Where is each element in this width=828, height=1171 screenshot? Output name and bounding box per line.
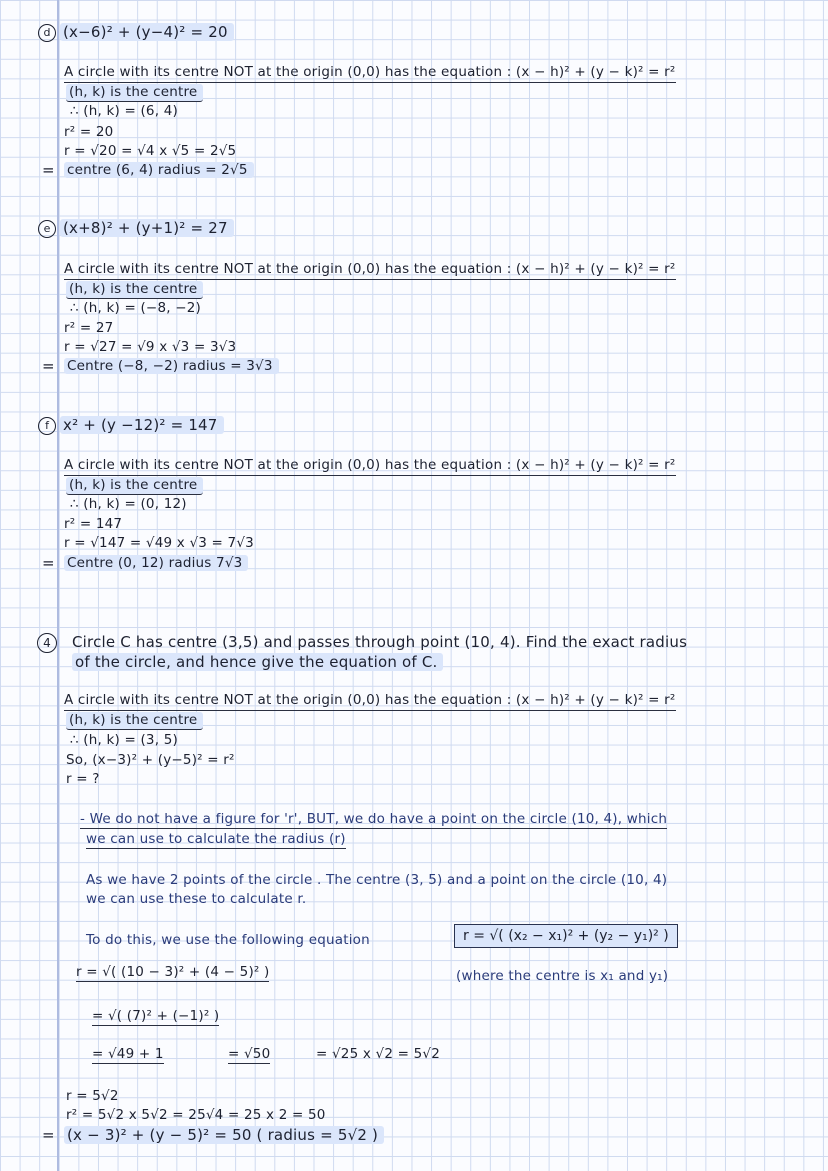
q4-calc-line3c: = √25 x √2 = 5√2 [316, 1046, 441, 1062]
q4-equals: = [42, 1126, 55, 1144]
part-f-line1: (h, k) is the centre [66, 477, 203, 494]
q4-line2: ∴ (h, k) = (3, 5) [70, 732, 178, 748]
q4-calc-line3b: = √50 [228, 1046, 271, 1062]
part-d-line1: (h, k) is the centre [66, 84, 203, 101]
part-d-marker: d [38, 24, 56, 42]
part-d-title: (x−6)² + (y−4)² = 20 [60, 24, 234, 41]
part-d-rule: A circle with its centre NOT at the origin (0,0) has the equation : (x − h)² + (y − k)² = r² [64, 64, 676, 83]
question-4-marker: 4 [37, 633, 57, 653]
part-e-marker: e [38, 220, 56, 238]
q4-line1: (h, k) is the centre [66, 712, 203, 729]
margin-line [57, 0, 59, 1171]
part-e-line1: (h, k) is the centre [66, 281, 203, 298]
part-e-line3: r² = 27 [64, 320, 114, 336]
question-4-text-line2: of the circle, and hence give the equation of C. [72, 654, 443, 671]
part-f-rule: A circle with its centre NOT at the origin (0,0) has the equation : (x − h)² + (y − k)² = r² [64, 457, 676, 476]
q4-note-line5: To do this, we use the following equation [86, 932, 370, 948]
part-f-marker: f [38, 417, 56, 435]
q4-note-line2: we can use to calculate the radius (r) [86, 831, 346, 847]
part-d-line4: r = √20 = √4 x √5 = 2√5 [64, 143, 237, 159]
part-e-answer: Centre (−8, −2) radius = 3√3 [64, 358, 279, 375]
q4-calc-line1: r = √( (10 − 3)² + (4 − 5)² ) [76, 964, 270, 980]
part-d-line2: ∴ (h, k) = (6, 4) [70, 103, 178, 119]
q4-result-line1: r = 5√2 [66, 1088, 119, 1104]
q4-line3: So, (x−3)² + (y−5)² = r² [66, 752, 235, 768]
question-4-text-line1: Circle C has centre (3,5) and passes through point (10, 4). Find the exact radius [72, 633, 688, 651]
part-d-line3: r² = 20 [64, 124, 114, 140]
part-f-line3: r² = 147 [64, 516, 123, 532]
q4-calc-line3a: = √49 + 1 [92, 1046, 164, 1062]
part-e-line4: r = √27 = √9 x √3 = 3√3 [64, 339, 237, 355]
part-d-answer: centre (6, 4) radius = 2√5 [64, 162, 254, 179]
q4-answer: (x − 3)² + (y − 5)² = 50 ( radius = 5√2 ) [64, 1127, 384, 1144]
distance-formula-note: (where the centre is x₁ and y₁) [456, 968, 669, 984]
part-f-line4: r = √147 = √49 x √3 = 7√3 [64, 535, 254, 551]
part-f-line2: ∴ (h, k) = (0, 12) [70, 496, 187, 512]
part-e-line2: ∴ (h, k) = (−8, −2) [70, 300, 201, 316]
q4-result-line2: r² = 5√2 x 5√2 = 25√4 = 25 x 2 = 50 [66, 1107, 326, 1123]
q4-calc-line2: = √( (7)² + (−1)² ) [92, 1008, 220, 1024]
distance-formula-box: r = √( (x₂ − x₁)² + (y₂ − y₁)² ) [454, 924, 678, 948]
part-f-title: x² + (y −12)² = 147 [60, 417, 224, 434]
q4-note-line4: we can use these to calculate r. [86, 891, 307, 907]
part-e-title: (x+8)² + (y+1)² = 27 [60, 220, 234, 237]
part-e-equals: = [42, 357, 55, 375]
q4-rule: A circle with its centre NOT at the origin (0,0) has the equation : (x − h)² + (y − k)² = r² [64, 692, 676, 711]
part-f-equals: = [42, 554, 55, 572]
q4-line4: r = ? [66, 771, 100, 787]
part-d-equals: = [42, 161, 55, 179]
part-f-answer: Centre (0, 12) radius 7√3 [64, 555, 248, 572]
part-e-rule: A circle with its centre NOT at the origin (0,0) has the equation : (x − h)² + (y − k)² = r² [64, 261, 676, 280]
q4-note-line3: As we have 2 points of the circle . The centre (3, 5) and a point on the circle (10, 4) [86, 872, 668, 888]
q4-note-line1: - We do not have a figure for 'r', BUT, we do have a point on the circle (10, 4), which [80, 811, 668, 827]
